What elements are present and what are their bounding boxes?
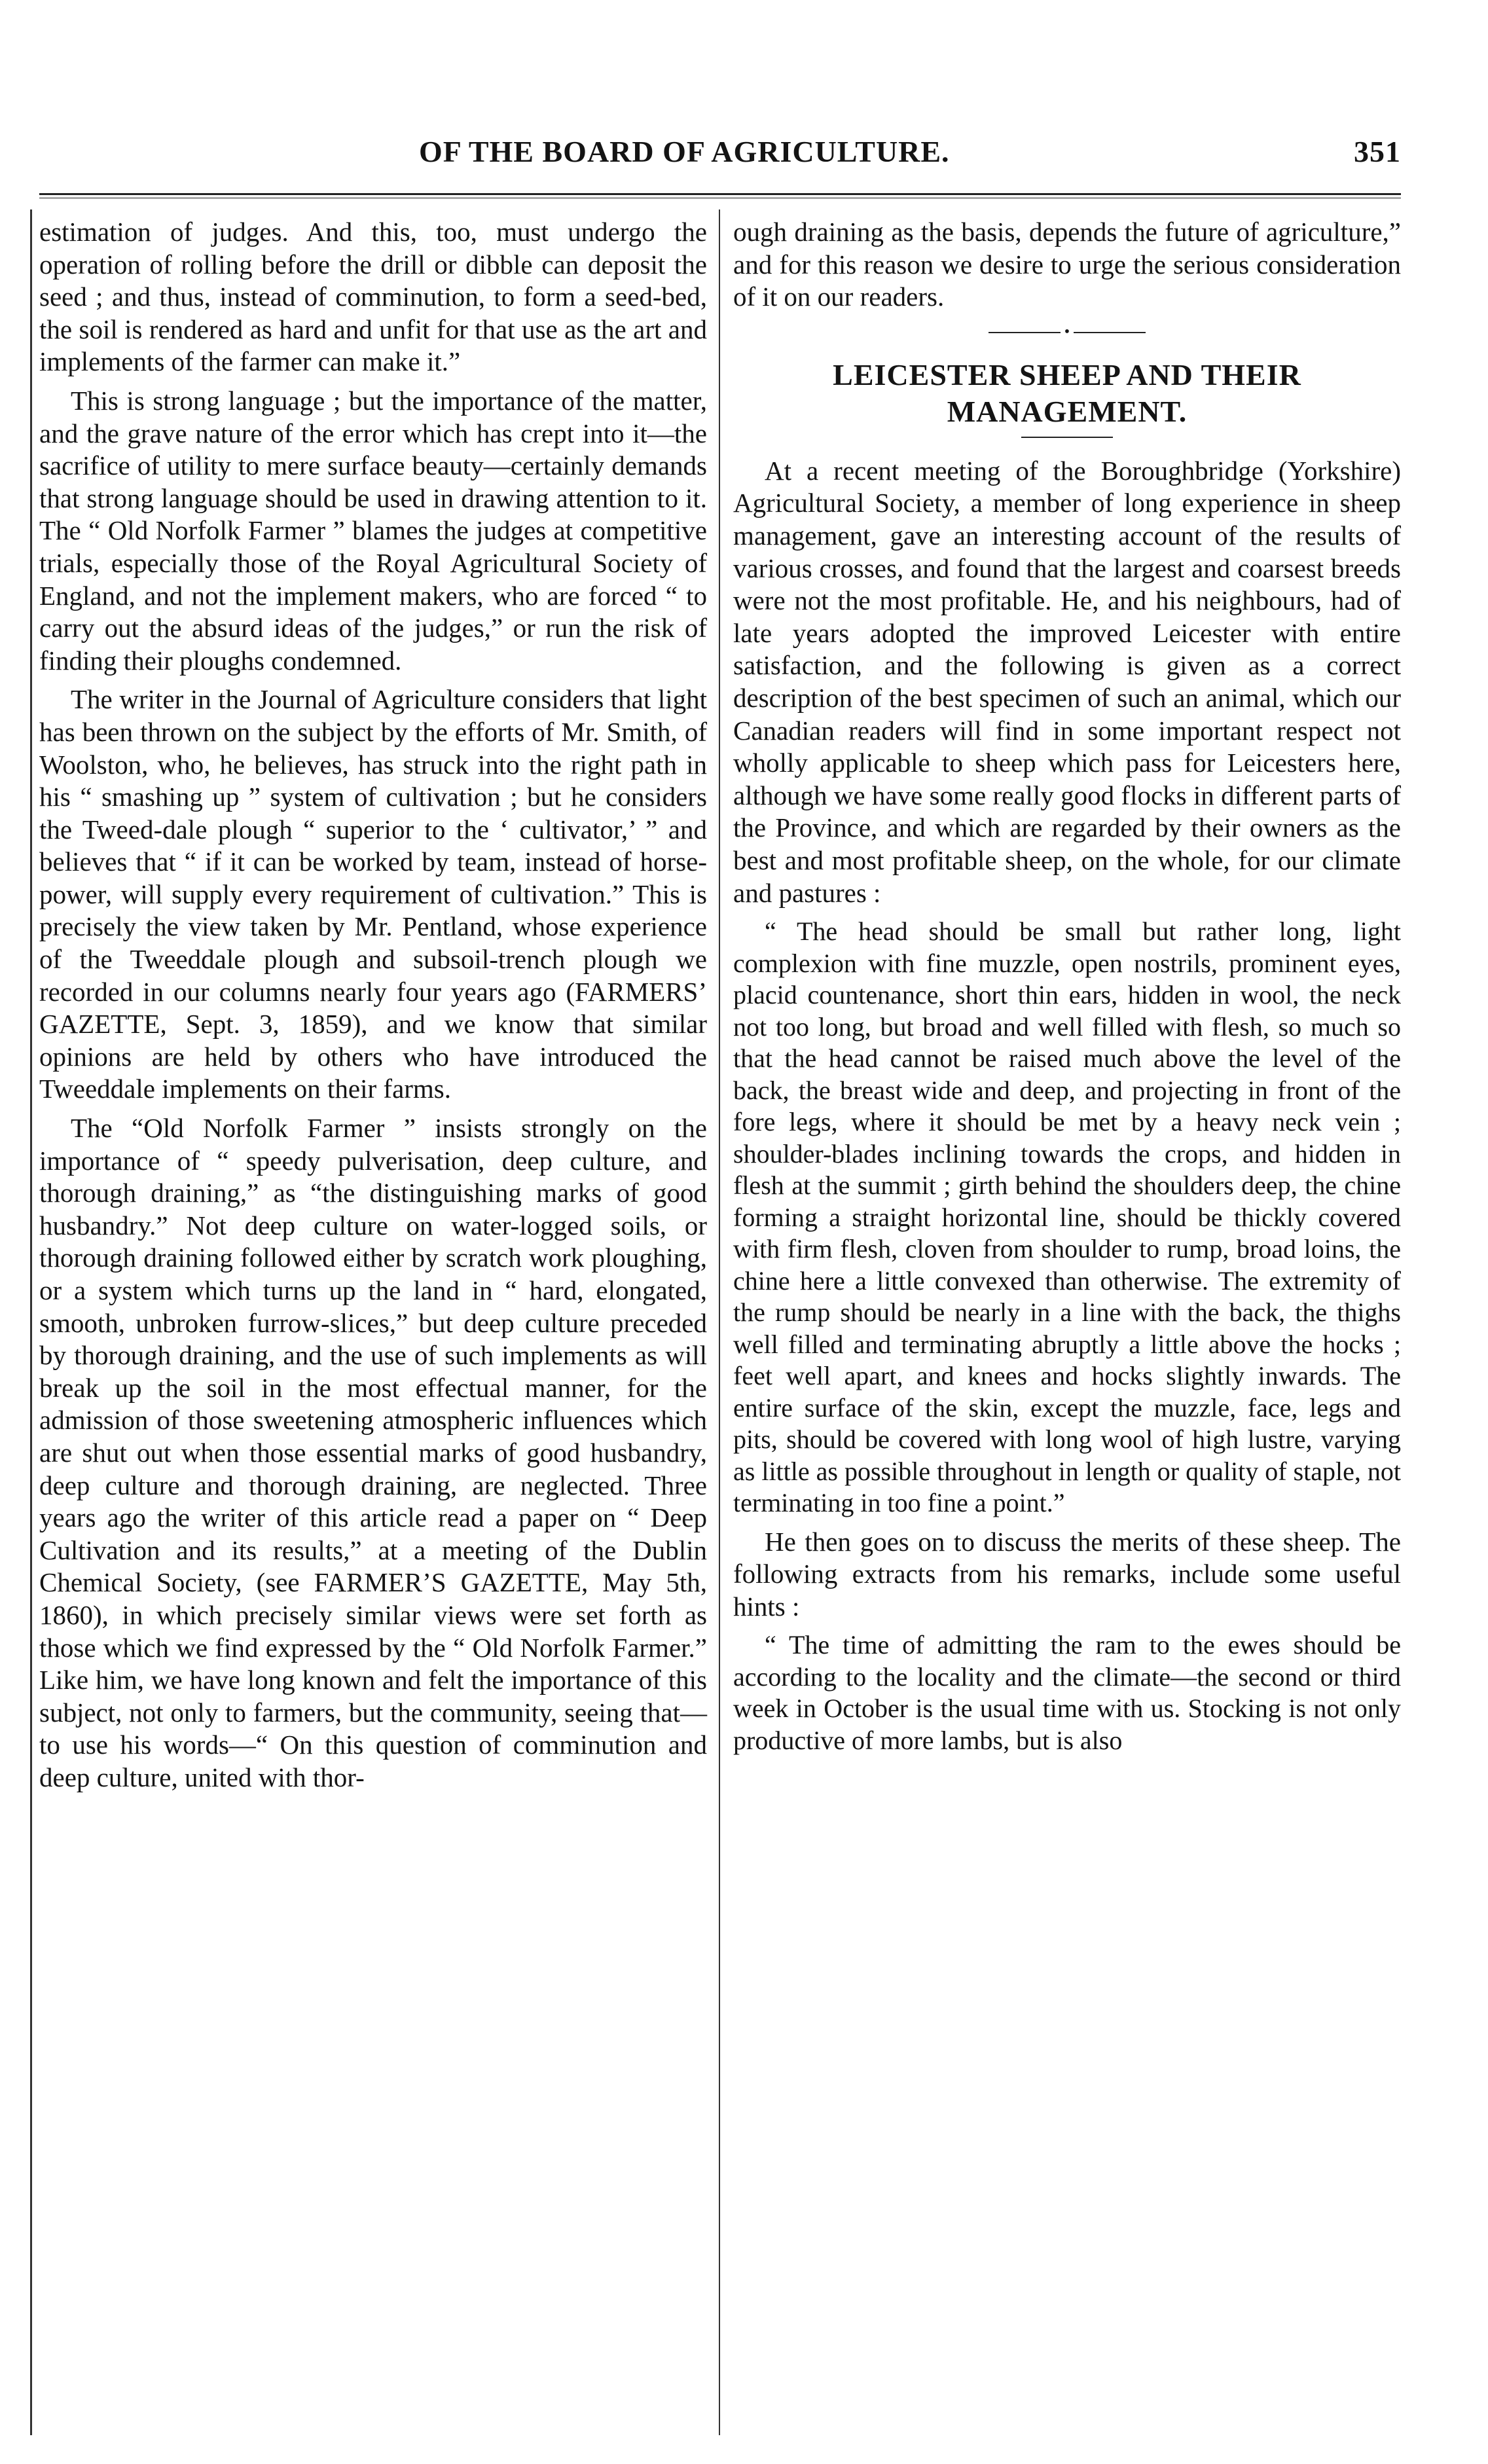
running-head-title: OF THE BOARD OF AGRICULTURE. <box>419 135 950 168</box>
left-column <box>39 216 707 2442</box>
quote-paragraph-1: “ The head should be small but rather long, light complexion with fine muzzle, open nostrils, prominent eyes, placid countenance, short thin ears, hidden in wool, the neck not too long, but broad and well filled with flesh, so much so that the head cannot be raised much above the level of the back, the breast wide and deep, and projecting in front of the fore legs, where it should be met by a heavy neck vein ; shoulder-blades inclining towards the crops, and hidden in flesh at the summit ; girth behind the shoulders deep, the chine forming a straight horizontal line, should be thickly covered with firm flesh, cloven from shoulder to rump, broad loins, the chine here a little convexed than otherwise. The extremity of the rump should be nearly in a line with the back, the thighs well filled and terminating abruptly a little above the hocks ; feet well apart, and knees and hocks slightly inwards. The entire surface of the skin, except the muzzle, face, legs and pits, should be covered with long wool of high lustre, varying as little as possible throughout in length or quality of staple, not terminating in too fine a point.” <box>733 916 1401 1518</box>
separator-dot-icon: • <box>1061 325 1074 338</box>
right-paragraph-continued: ough draining as the basis, depends the future of agriculture,” and for this reason we desire to urge the serious consideration of it on our readers. <box>733 217 1401 312</box>
left-margin-rule <box>30 209 32 2435</box>
article-title <box>733 357 1401 430</box>
article-title-line-1: LEICESTER SHEEP AND THEIR <box>833 357 1301 391</box>
left-paragraph-4: The “Old Norfolk Farmer ” insists strongly on the importance of “ speedy pulverisation, deep culture, and thorough draining,” as “the distinguishing marks of good husbandry.” Not deep culture on water-logged soils, or thorough draining followed either by scratch work ploughing, or a system which turns up the land in “ hard, elongated, smooth, unbroken furrow-slices,” but deep culture preceded by thorough draining, and the use of such implements as will break up the soil in the most effectual manner, for the admission of those sweetening atmospheric influences which are shut out when those essential marks of good husbandry, deep culture and thorough draining, are neglected. Three years ago the writer of this article read a paper on “ Deep Cultivation and its results,” at a meeting of the Dublin Chemical Society, (see FARMER’S GAZETTE, May 5th, 1860), in which precisely similar views were set forth as those which we find expressed by the “ Old Norfolk Farmer.” Like him, we have long known and felt the importance of this subject, not only to farmers, but the community, seeing that—to use his words—“ On this question of comminution and deep culture, united with thor- <box>39 1113 707 1792</box>
page-number: 351 <box>1354 135 1401 168</box>
section-separator <box>989 324 1146 341</box>
title-rule <box>1021 437 1113 438</box>
left-paragraph-2: This is strong language ; but the importance of the matter, and the grave nature of the error which has crept into it—the sacrifice of utility to mere surface beauty—certainly demands that strong language should be used in drawing attention to it. The “ Old Norfolk Farmer ” blames the judges at competitive trials, especially those of the Royal Agricultural Society of England, and not the implement makers, who are forced “ to carry out the absurd ideas of the judges,” or run the risk of finding their ploughs condemned. <box>39 385 707 676</box>
column-divider <box>719 209 720 2435</box>
quote-paragraph-2: “ The time of admitting the ram to the ewes should be according to the locality and the climate—the second or third week in October is the usual time with us. Stocking is not only productive of more lambs, but is also <box>733 1630 1401 1755</box>
left-paragraph-1: estimation of judges. And this, too, must undergo the operation of rolling before the drill or dibble can deposit the seed ; and thus, instead of comminution, to form a seed-bed, the soil is rendered as hard and unfit for that use as the art and implements of the farmer can make it.” <box>39 217 707 377</box>
running-head <box>419 134 1401 180</box>
right-paragraph-1: At a recent meeting of the Boroughbridge (Yorkshire) Agricultural Society, a member of long experience in sheep management, gave an interesting account of the results of various crosses, and found that the largest and coarsest breeds were not the most profitable. He, and his neighbours, had of late years adopted the improved Leicester with entire satisfaction, and the following is given as a correct description of the best specimen of such an animal, which our Canadian readers will find in some important respect not wholly applicable to sheep which pass for Leicesters here, although we have some really good flocks in different parts of the Province, and which are regarded by their owners as the best and most profitable sheep, on the whole, for our climate and pastures : <box>733 455 1401 908</box>
right-paragraph-2: He then goes on to discuss the merits of these sheep. The following extracts from his remarks, include some useful hints : <box>733 1526 1401 1622</box>
right-column <box>733 216 1401 2442</box>
header-rule <box>39 193 1401 198</box>
article-title-line-2: MANAGEMENT. <box>947 394 1188 428</box>
left-paragraph-3: The writer in the Journal of Agriculture considers that light has been thrown on the subject by the efforts of Mr. Smith, of Woolston, who, he believes, has struck into the right path in his “ smashing up ” system of cultivation ; but he considers the Tweed-dale plough “ superior to the ‘ cultivator,’ ” and believes that “ if it can be worked by team, instead of horse-power, will supply every requirement of cultivation.” This is precisely the view taken by Mr. Pentland, whose experience of the Tweeddale plough and subsoil-trench plough we recorded in our columns nearly four years ago (FARMERS’ GAZETTE, Sept. 3, 1859), and we know that similar opinions are held by others who have introduced the Tweeddale implements on their farms. <box>39 684 707 1104</box>
